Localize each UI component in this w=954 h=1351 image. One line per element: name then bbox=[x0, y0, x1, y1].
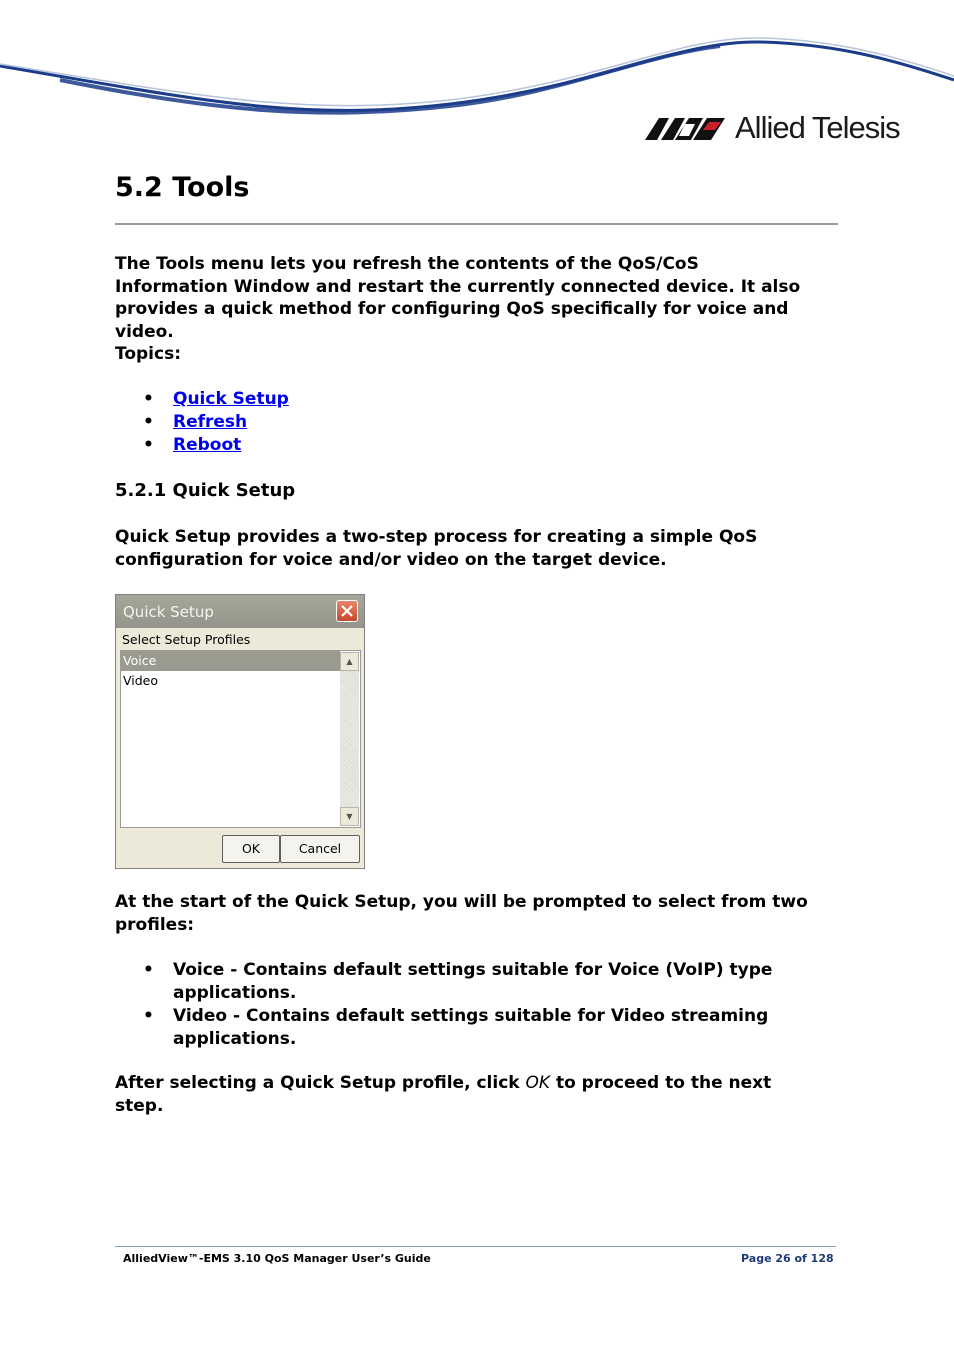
profile-item bbox=[115, 1005, 793, 1051]
topics-list bbox=[115, 388, 793, 457]
dialog-close-button[interactable] bbox=[336, 600, 358, 622]
title-divider bbox=[115, 223, 838, 225]
footer-page-number: Page 26 of 128 bbox=[741, 1252, 834, 1265]
scroll-down-button[interactable]: ▼ bbox=[340, 807, 359, 826]
subsection-title: 5.2.1 Quick Setup bbox=[115, 480, 296, 501]
link-refresh[interactable]: Refresh bbox=[173, 412, 248, 432]
profile-name: Video bbox=[173, 1006, 228, 1026]
logo-text: Allied Telesis bbox=[735, 110, 900, 145]
topic-item bbox=[115, 388, 793, 411]
profiles-listbox[interactable] bbox=[120, 650, 361, 828]
allied-telesis-logo bbox=[645, 108, 900, 148]
profile-name: Voice bbox=[173, 960, 225, 980]
footer-divider bbox=[115, 1246, 836, 1247]
logo-mark-icon bbox=[645, 114, 727, 142]
closing-text-post: to proceed to the next step. bbox=[115, 1073, 772, 1116]
profiles-intro-paragraph: At the start of the Quick Setup, you will be prompted to select from two profiles: bbox=[115, 892, 808, 935]
list-item-voice[interactable]: Voice bbox=[121, 651, 340, 671]
closing-text-pre: After selecting a Quick Setup profile, click bbox=[115, 1073, 526, 1093]
link-quick-setup[interactable]: Quick Setup bbox=[173, 389, 289, 409]
listbox-scrollbar[interactable] bbox=[340, 652, 359, 826]
profile-desc: - Contains default settings suitable for Voice (VoIP) type applications. bbox=[173, 960, 773, 1003]
quick-setup-paragraph: Quick Setup provides a two-step process for creating a simple QoS configuration for voice and/or video on the target device. bbox=[115, 527, 758, 570]
page-title: 5.2 Tools bbox=[115, 172, 250, 203]
profile-item bbox=[115, 959, 793, 1005]
scroll-up-button[interactable]: ▲ bbox=[340, 652, 359, 671]
quick-setup-dialog bbox=[115, 594, 365, 869]
close-icon bbox=[341, 605, 353, 617]
topic-item bbox=[115, 411, 793, 434]
footer-guide-title: AlliedView™-EMS 3.10 QoS Manager User’s Guide bbox=[123, 1252, 431, 1265]
profiles-list bbox=[115, 959, 793, 1051]
cancel-button[interactable]: Cancel bbox=[280, 835, 360, 863]
topic-item bbox=[115, 434, 793, 457]
closing-text-ok: OK bbox=[525, 1073, 551, 1093]
topics-label: Topics: bbox=[115, 344, 182, 364]
dialog-label: Select Setup Profiles bbox=[122, 632, 251, 647]
link-reboot[interactable]: Reboot bbox=[173, 435, 242, 455]
intro-paragraph: The Tools menu lets you refresh the contents of the QoS/CoS Information Window and restart the currently connected device. It also provides a quick method for configuring QoS specifically for voice and video. bbox=[115, 254, 801, 342]
ok-button[interactable]: OK bbox=[222, 835, 280, 863]
closing-paragraph bbox=[115, 1072, 815, 1117]
dialog-titlebar bbox=[116, 595, 364, 628]
dialog-title: Quick Setup bbox=[123, 603, 214, 621]
profile-desc: - Contains default settings suitable for Video streaming applications. bbox=[173, 1006, 769, 1049]
list-item-video[interactable]: Video bbox=[123, 673, 159, 688]
